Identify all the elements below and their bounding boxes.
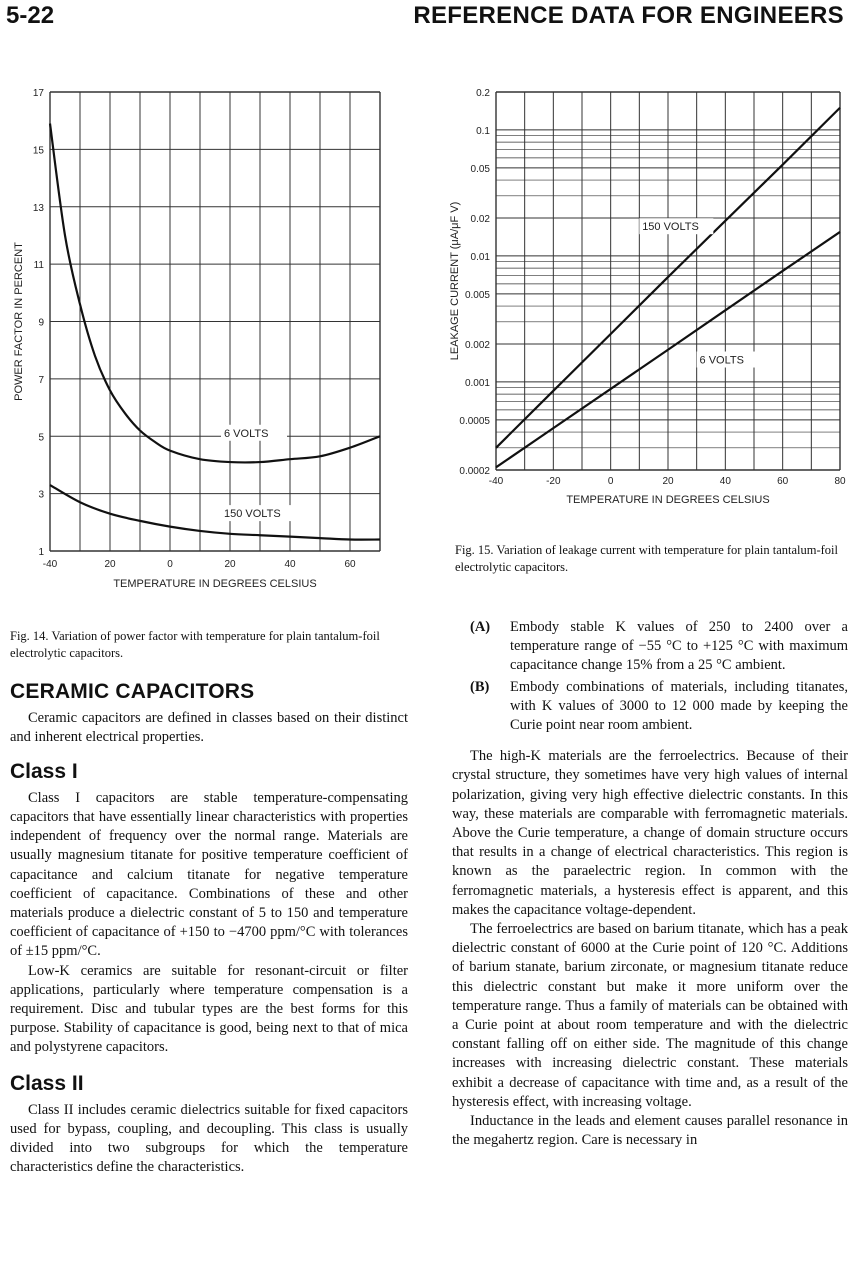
- left-column: [10, 682, 408, 1178]
- list-item-a: [452, 618, 848, 676]
- y-tick-label: 7: [38, 374, 44, 386]
- x-axis-label: TEMPERATURE IN DEGREES CELSIUS: [113, 578, 317, 590]
- fig14-power-factor-chart: [0, 80, 410, 610]
- y-tick-label: 0.002: [464, 340, 490, 351]
- series-label-150-volts: 150 VOLTS: [642, 221, 699, 234]
- x-tick-label: 40: [719, 476, 731, 487]
- fig14-caption: Fig. 14. Variation of power factor with temperature for plain tantalum-foil electrolytic capacitors.: [10, 629, 380, 660]
- class-i-paragraph-2: Low-K ceramics are suitable for resonant-circuit or filter applications, particularly where temperature compensation is a requirement. Disc and tubular types are the best forms for this purpose. Stability of capacitance is good, being next to that of mica and polystyrene capacitors.: [10, 962, 408, 1056]
- ceramic-intro: Ceramic capacitors are defined in classes based on their distinct and inherent electrical properties.: [10, 710, 408, 746]
- y-axis-label: LEAKAGE CURRENT (μA/μF V): [449, 201, 461, 361]
- list-item-a-text: Embody stable K values of 250 to 2400 over a temperature range of −55 °C to +125 °C with maximum capacitance change 15% from a 25 °C ambient.: [510, 619, 848, 674]
- x-tick-label: 20: [104, 559, 116, 570]
- y-tick-label: 0.0002: [459, 466, 490, 477]
- series-label-6-volts: 6 VOLTS: [224, 427, 269, 440]
- y-tick-label: 0.005: [464, 289, 490, 301]
- y-tick-label: 0.02: [470, 214, 490, 225]
- x-tick-label: 40: [284, 559, 296, 570]
- x-tick-label: 60: [777, 476, 789, 487]
- y-tick-label: 0.0005: [459, 415, 490, 427]
- class-ii-heading: Class II: [10, 1071, 84, 1095]
- x-tick-label: -40: [42, 559, 58, 570]
- y-tick-label: 0.1: [476, 125, 490, 137]
- x-tick-label: 0: [607, 476, 614, 487]
- ceramic-capacitors-heading: CERAMIC CAPACITORS: [10, 680, 255, 703]
- y-tick-label: 1: [38, 547, 44, 558]
- series-line-6-volts: [50, 124, 380, 463]
- y-tick-label: 9: [38, 317, 44, 329]
- y-tick-label: 5: [38, 432, 44, 444]
- y-tick-label: 3: [38, 489, 44, 501]
- series-label-6-volts: 6 VOLTS: [699, 354, 744, 367]
- x-tick-label: 60: [344, 559, 356, 570]
- fig15-leakage-current-chart: [440, 80, 854, 530]
- x-tick-label: -20: [546, 476, 561, 487]
- ferroelectrics-paragraph: The high-K materials are the ferroelectrics. Because of their crystal structure, they sometimes have very high values of internal polarization, giving very high effective dielectric constants. In this way, these materials are comparable with ferromagnetic materials. Above the Curie temperature, a change of domain structure occurs that results in a change of electrical characteristics. This region is known as the paraelectric region. In common with the ferromagnetic materials, a hysteresis effect is apparent, and this makes the capacitance voltage-dependent.: [452, 748, 848, 918]
- y-tick-label: 17: [32, 88, 44, 99]
- x-tick-label: 20: [224, 559, 236, 570]
- inductance-paragraph: Inductance in the leads and element causes parallel resonance in the megahertz region. Care is necessary in: [452, 1113, 848, 1149]
- y-tick-label: 11: [33, 260, 44, 272]
- x-tick-label: -40: [488, 476, 504, 487]
- page-number: 5-22: [6, 2, 55, 29]
- y-tick-label: 15: [32, 145, 44, 157]
- y-axis-label: POWER FACTOR IN PERCENT: [13, 242, 25, 401]
- running-header: REFERENCE DATA FOR ENGINEERS: [413, 2, 844, 29]
- x-tick-label: 80: [834, 476, 846, 487]
- series-label-150-volts: 150 VOLTS: [224, 508, 281, 521]
- list-item-b-text: Embody combinations of materials, including titanates, with K values of 3000 to 12 000 made by keeping the Curie point near room ambient.: [510, 678, 848, 734]
- class-ii-paragraph-1: Class II includes ceramic dielectrics suitable for fixed capacitors used for bypass, coupling, and decoupling. This class is usually divided into two subgroups for which the temperature characteristics define the characteristics.: [10, 1101, 408, 1176]
- x-axis-label: TEMPERATURE IN DEGREES CELSIUS: [566, 494, 770, 506]
- list-item-a-label: (A): [470, 619, 491, 635]
- y-tick-label: 0.01: [470, 251, 490, 263]
- class-i-heading: Class I: [10, 759, 78, 783]
- fig15-caption: Fig. 15. Variation of leakage current with temperature for plain tantalum-foil electrolytic capacitors.: [455, 543, 838, 574]
- y-tick-label: 0.05: [470, 163, 490, 175]
- y-tick-label: 13: [32, 202, 44, 214]
- list-item-b: [452, 678, 848, 736]
- x-tick-label: 0: [167, 559, 173, 570]
- barium-titanate-paragraph: The ferroelectrics are based on barium titanate, which has a peak dielectric constant of 6000 at the Curie point of 120 °C. Additions of barium stanate, barium zirconate, or magnesium titanate reduce this dielectric constant but make it more uniform over the temperature range. Thus a family of materials can be obtained with a Curie point at about room temperature and with the dielectric constant falling off on either side. The magnitude of this change increases with increasing dielectric constant. These materials exhibit a decrease of capacitance with time and, as a result of the hysteresis effect, with increasing voltage.: [452, 921, 848, 1110]
- list-item-b-label: (B): [470, 678, 490, 695]
- y-tick-label: 0.2: [476, 88, 490, 99]
- y-tick-label: 0.001: [464, 377, 490, 389]
- x-tick-label: 20: [662, 476, 674, 487]
- class-i-paragraph-1: Class I capacitors are stable temperature-compensating capacitors that have essentially linear characteristics with properties independent of frequency over the normal range. Materials are usually magnesium titanate for positive temperature coefficient of capacitance and calcium titanate for negative temperature coefficient of capacitance. Combinations of these and other materials produce a dielectric constant of 5 to 150 and temperature coefficient of capacitance of +150 to −4700 ppm/°C with tolerances of ±15 ppm/°C.: [10, 789, 408, 960]
- right-column: [452, 618, 848, 1150]
